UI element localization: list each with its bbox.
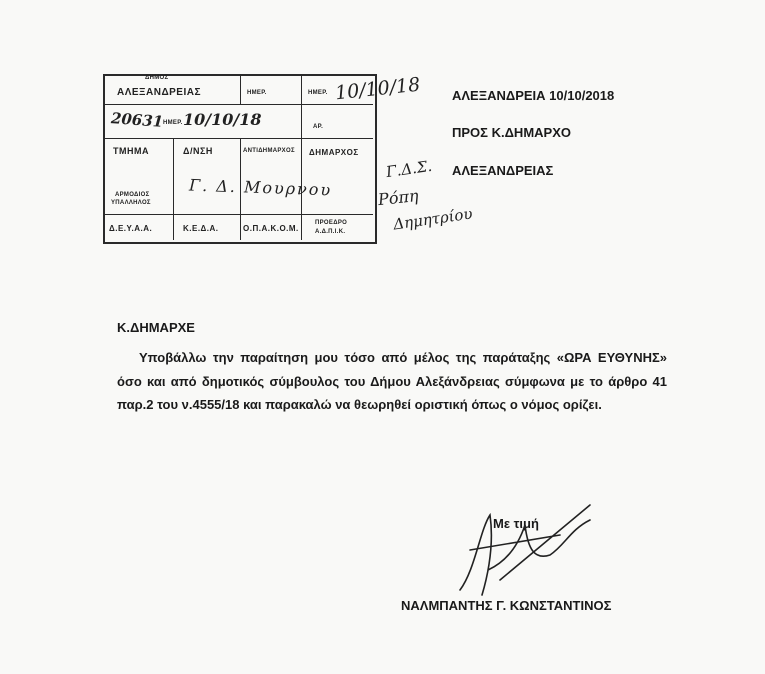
stamp-president: ΠΡΟΕΔΡΟ: [315, 220, 348, 226]
stamp-date-label: ΗΜΕΡ.: [308, 90, 328, 96]
stamp-mayor: ΔΗΜΑΡΧΟΣ: [309, 148, 359, 157]
stamp-line: [301, 74, 302, 138]
stamp-line: [240, 74, 241, 104]
stamp-date-handwritten: 10/10/18: [334, 73, 422, 105]
stamp-dept: ΤΜΗΜΑ: [113, 146, 149, 156]
stamp-line: [173, 138, 174, 240]
stamp-direction: Δ/ΝΣΗ: [183, 146, 213, 156]
stamp-official-label: ΑΡΜΟΔΙΟΣ: [115, 192, 150, 198]
body-paragraph: Υποβάλλω την παραίτηση μου τόσο από μέλος της παράταξης «ΩΡΑ ΕΥΘΥΝΗΣ» όσο και από δημοτικός σύμβουλος του Δήμου Αλεξάνδρειας σύμφωνα με το άρθρο 41 παρ.2 του ν.4555/18 και παρακαλώ να θεωρηθεί οριστική όπως ο νόμος ορίζει.: [117, 350, 667, 412]
recipient: ΠΡΟΣ Κ.ΔΗΜΑΡΧΟ: [452, 125, 571, 140]
signature: [440, 490, 610, 600]
stamp-deyaa: Δ.Ε.Υ.Α.Α.: [109, 224, 153, 233]
place-date: ΑΛΕΞΑΝΔΡΕΙΑ 10/10/2018: [452, 88, 615, 103]
recipient-city: ΑΛΕΞΑΝΔΡΕΙΑΣ: [452, 163, 554, 178]
signer-name: ΝΑΛΜΠΑΝΤΗΣ Γ. ΚΩΝΣΤΑΝΤΙΝΟΣ: [401, 598, 612, 613]
margin-note-line: Γ.Δ.Σ.: [384, 156, 434, 182]
salutation: Κ.ΔΗΜΑΡΧΕ: [117, 320, 195, 335]
body-text: [117, 346, 667, 417]
stamp-assignment-handwritten: Γ. Δ. Μουρνου: [188, 175, 333, 200]
stamp-president: Α.Δ.Π.Ι.Κ.: [315, 229, 346, 235]
stamp-municipality-small: ΔΗΜΟΣ: [145, 75, 169, 81]
stamp-opakom: Ο.Π.Α.Κ.Ο.Μ.: [243, 224, 299, 233]
stamp-deputy-mayor: ΑΝΤΙΔΗΜΑΡΧΟΣ: [243, 148, 295, 154]
stamp-line: [103, 104, 373, 105]
stamp-line: [103, 214, 373, 215]
stamp-keda: Κ.Ε.Δ.Α.: [183, 224, 219, 233]
stamp-protocol-number: 20631: [110, 109, 164, 131]
stamp-line: [103, 138, 373, 139]
margin-note-line: Δημητρίου: [392, 204, 474, 234]
closing: Με τιμή: [493, 516, 539, 531]
stamp-official-label: ΥΠΑΛΛΗΛΟΣ: [111, 200, 151, 206]
stamp-municipality: ΑΛΕΞΑΝΔΡΕΙΑΣ: [117, 87, 201, 98]
stamp-protocol-label: ΑΡ.: [313, 124, 324, 130]
stamp-date2-label: ΗΜΕΡ.: [163, 120, 183, 126]
stamp-date-label: ΗΜΕΡ.: [247, 90, 267, 96]
margin-note-line: Ρόπη: [377, 185, 420, 210]
stamp-date2-handwritten: 10/10/18: [183, 110, 262, 129]
